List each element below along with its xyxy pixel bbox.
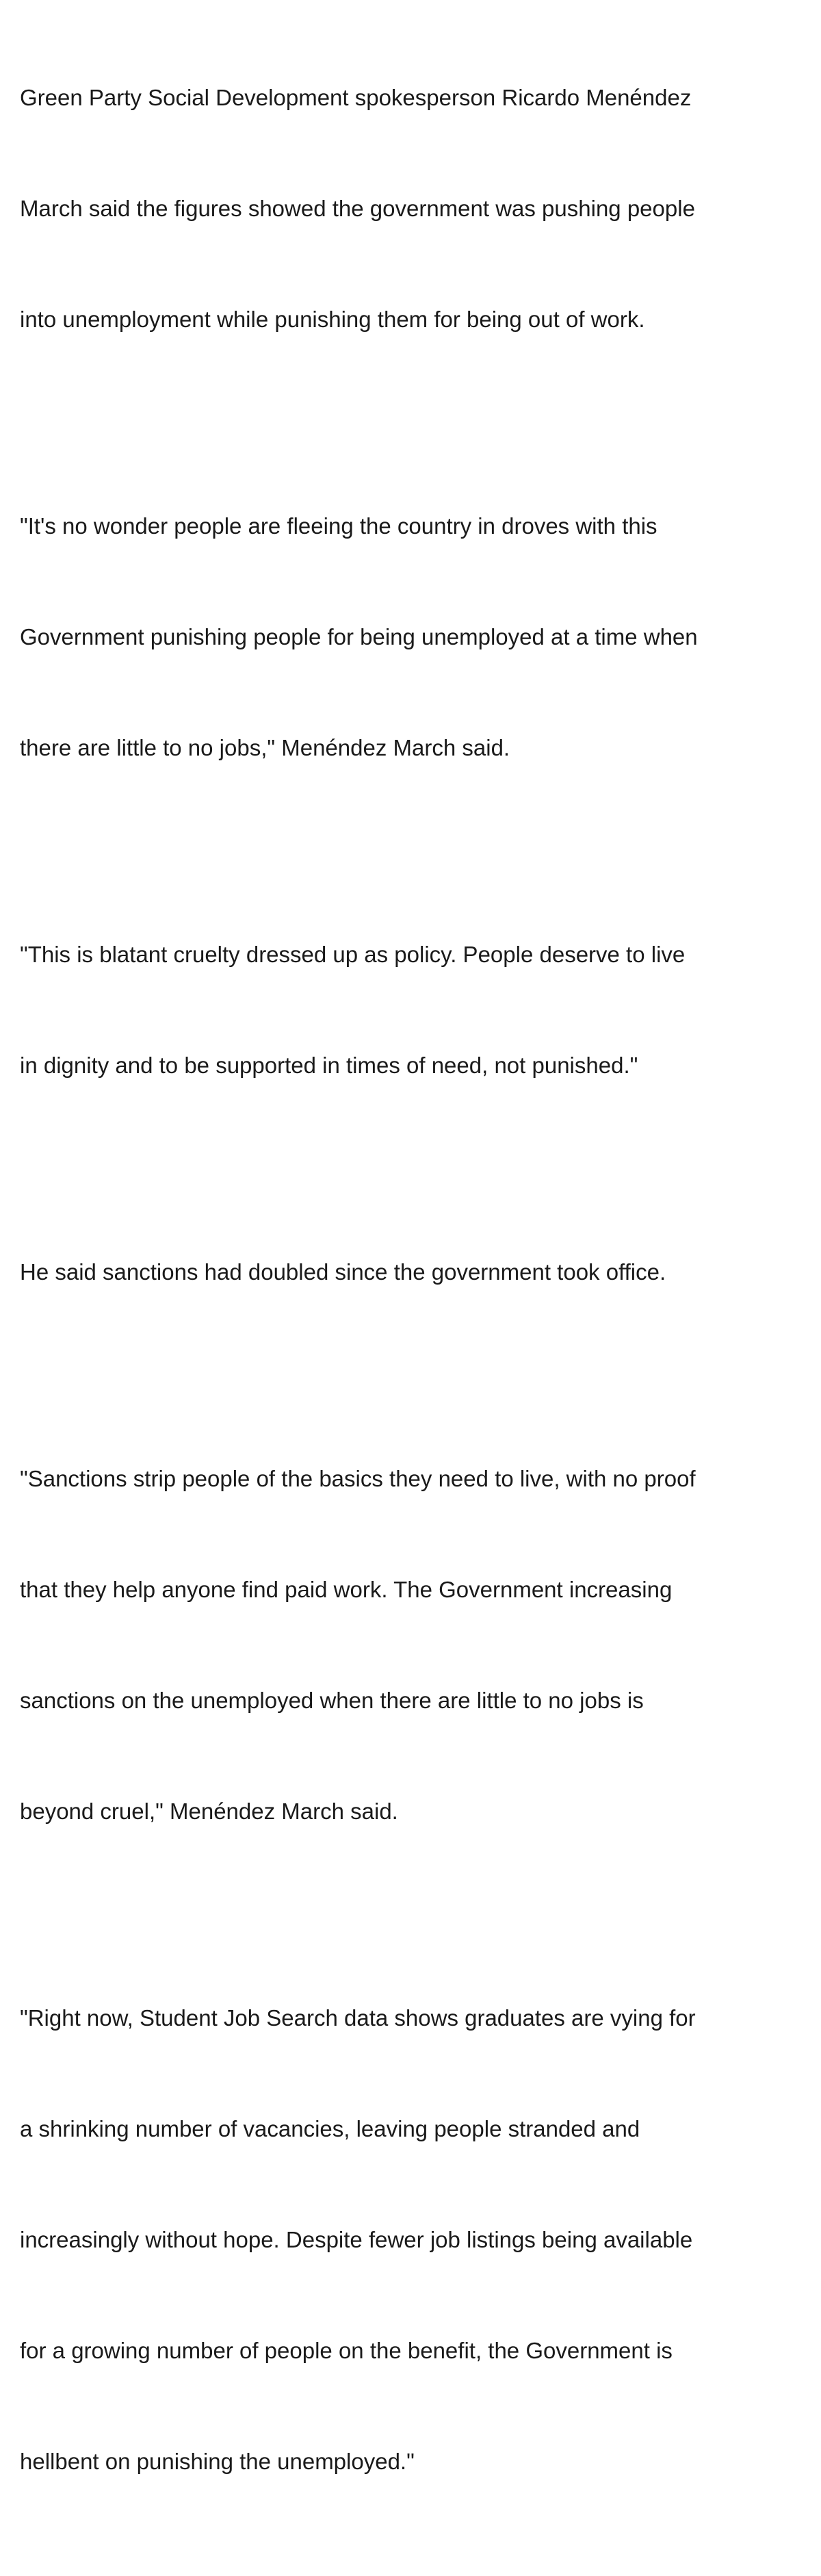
text-line: sanctions on the unemployed when there are little to no jobs is xyxy=(20,1688,644,1713)
text-line: increasingly without hope. Despite fewer job listings being available xyxy=(20,2227,693,2252)
text-line: beyond cruel," Menéndez March said. xyxy=(20,1799,398,1824)
text-line: in dignity and to be supported in times of need, not punished." xyxy=(20,1053,638,1078)
text-line: hellbent on punishing the unemployed." xyxy=(20,2449,415,2474)
text-line: "It's no wonder people are fleeing the country in droves with this xyxy=(20,513,657,539)
paragraph-1 xyxy=(20,5,807,412)
text-line: "Sanctions strip people of the basics they need to live, with no proof xyxy=(20,1466,696,1491)
paragraph-4 xyxy=(20,1180,807,1365)
paragraph-5 xyxy=(20,1387,807,1904)
text-line: there are little to no jobs," Menéndez March said. xyxy=(20,735,510,760)
text-line: into unemployment while punishing them for being out of work. xyxy=(20,307,645,332)
paragraph-2 xyxy=(20,434,807,840)
text-line: Government punishing people for being unemployed at a time when xyxy=(20,624,698,649)
text-line: "This is blatant cruelty dressed up as policy. People deserve to live xyxy=(20,942,686,967)
text-line: that they help anyone find paid work. The Government increasing xyxy=(20,1577,673,1602)
text-line: He said sanctions had doubled since the government took office. xyxy=(20,1259,666,1285)
text-line: March said the figures showed the government was pushing people xyxy=(20,196,695,221)
text-line: a shrinking number of vacancies, leaving people stranded and xyxy=(20,2116,640,2141)
text-line: "Right now, Student Job Search data shows graduates are vying for xyxy=(20,2005,696,2031)
text-line: for a growing number of people on the benefit, the Government is xyxy=(20,2338,673,2363)
paragraph-3 xyxy=(20,862,807,1158)
article-body xyxy=(20,5,807,2576)
paragraph-6 xyxy=(20,1926,807,2554)
text-line: Green Party Social Development spokesperson Ricardo Menéndez xyxy=(20,85,692,110)
